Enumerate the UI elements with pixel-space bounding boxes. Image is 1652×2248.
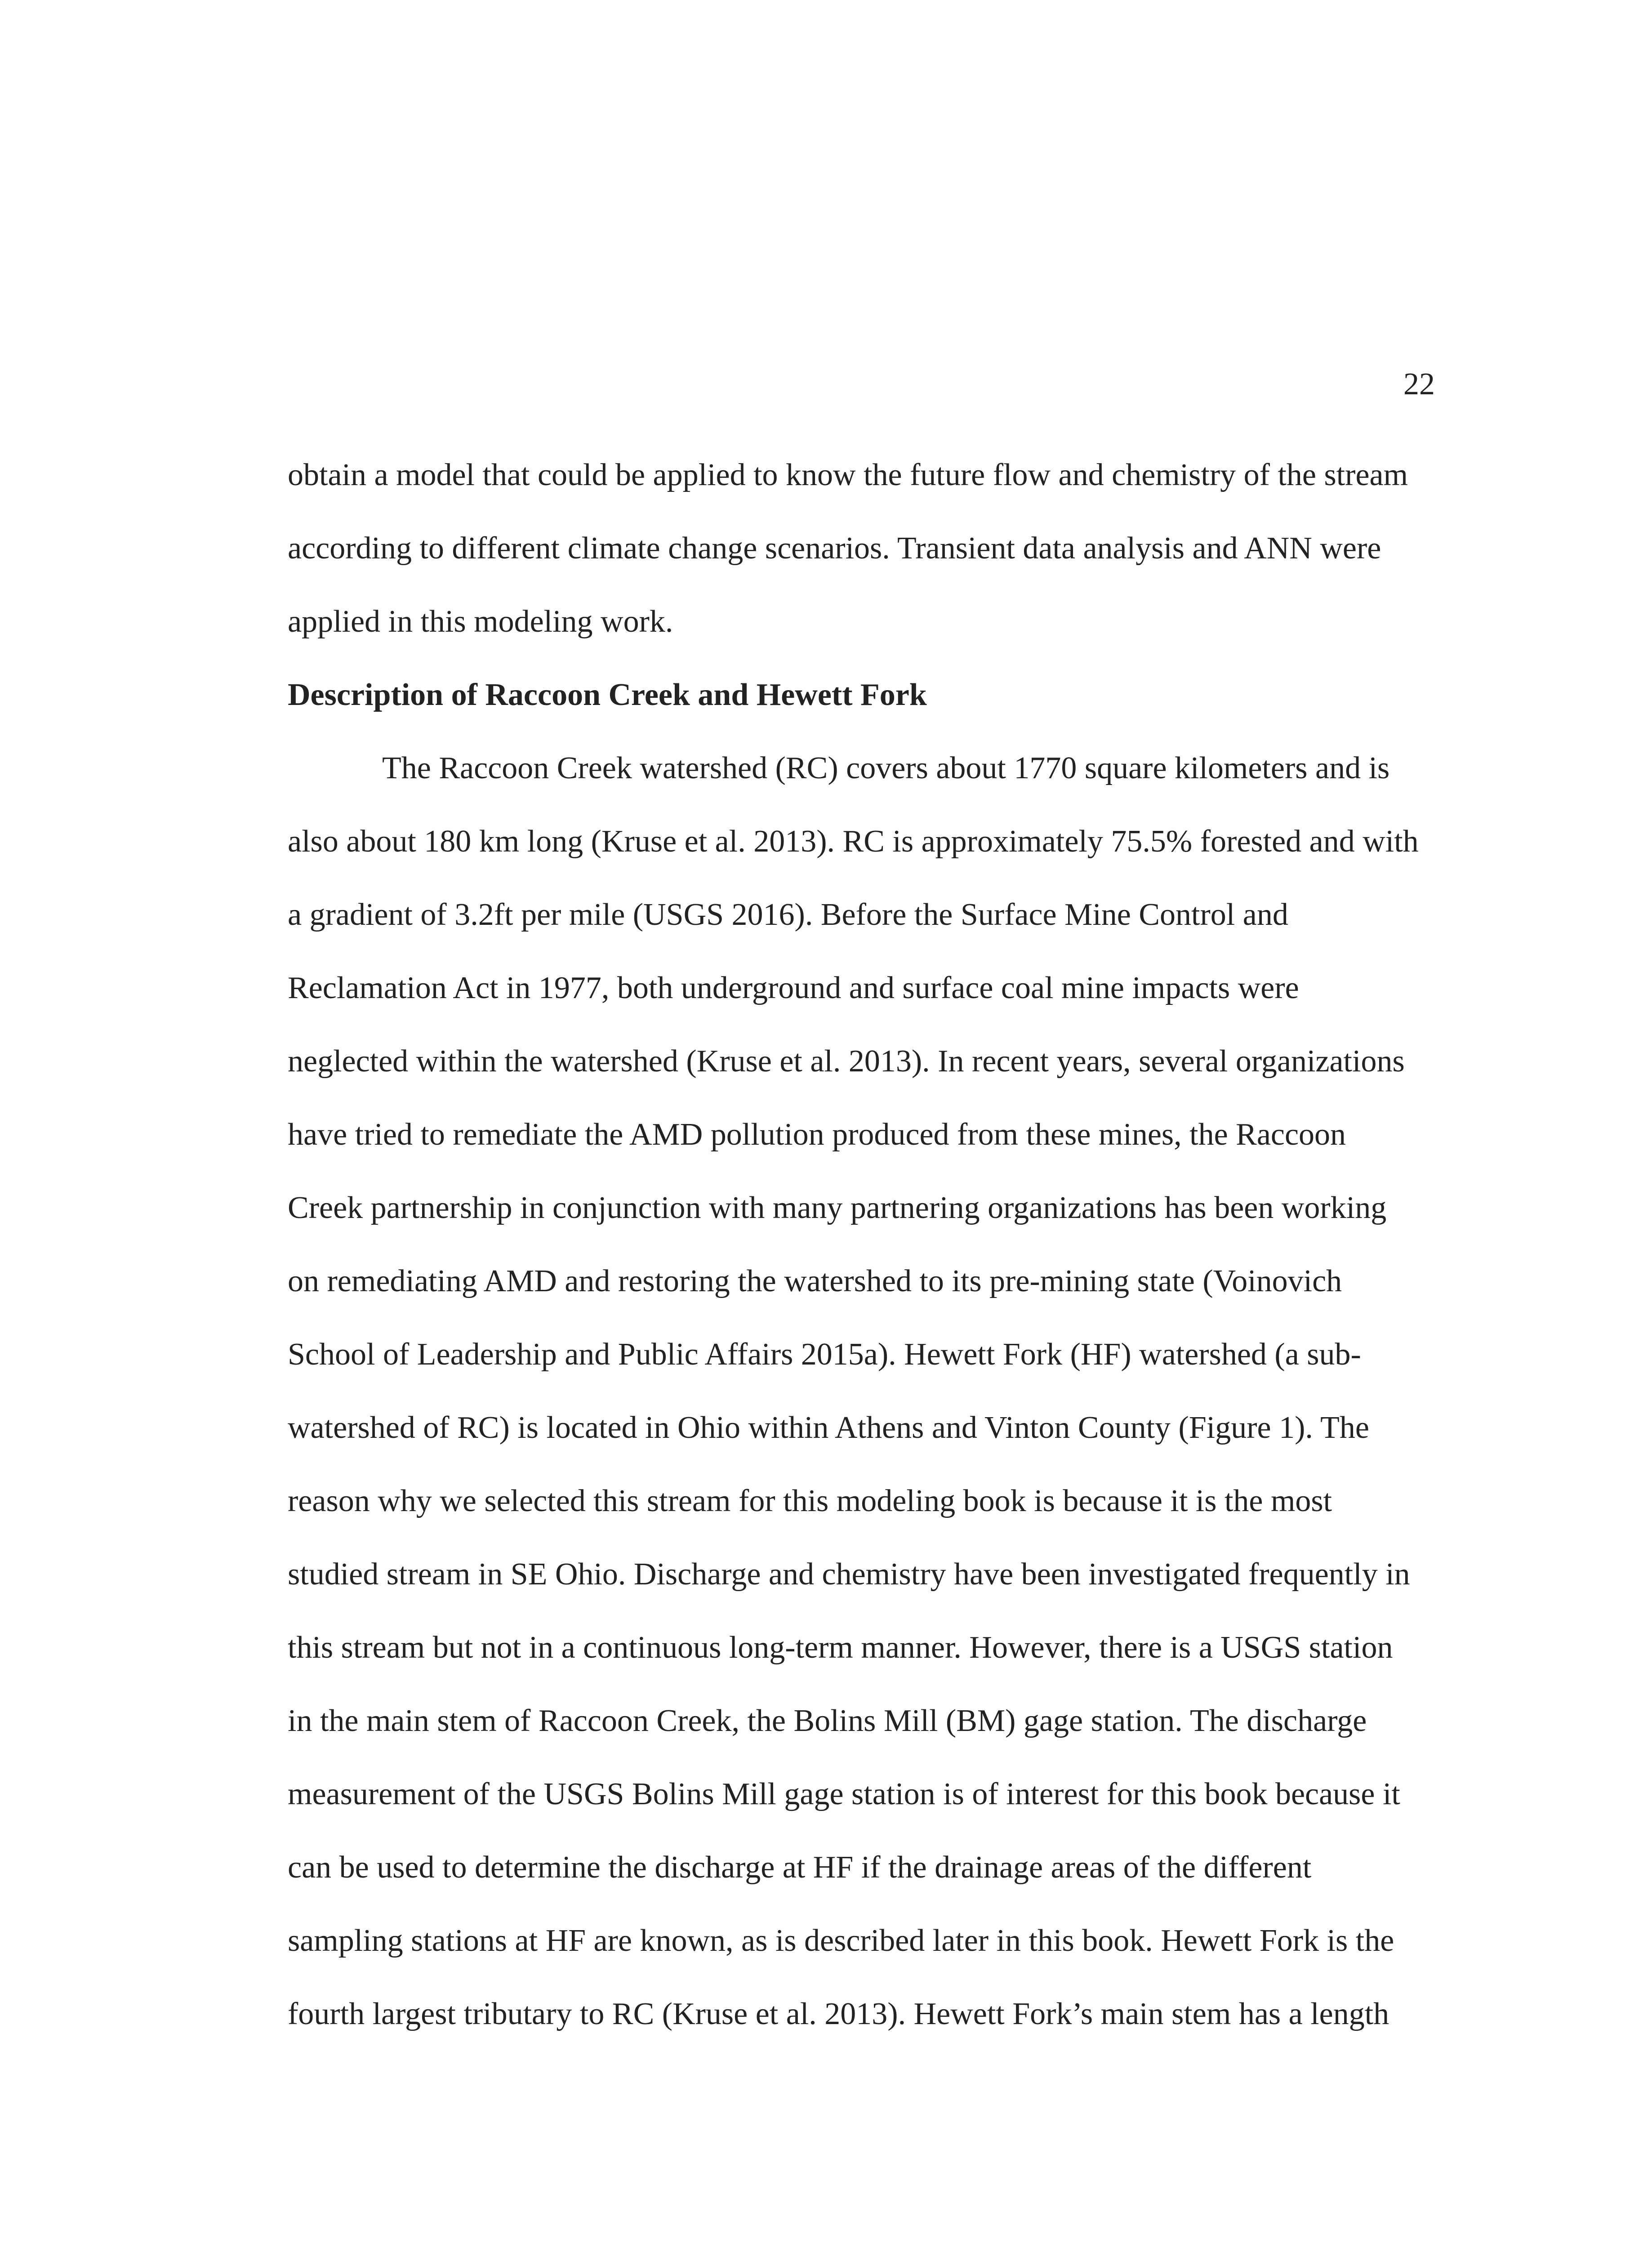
text-line: The Raccoon Creek watershed (RC) covers about 1770 square kilometers and is <box>382 751 1390 785</box>
text-line: on remediating AMD and restoring the watershed to its pre-mining state (Voinovich <box>288 1264 1342 1298</box>
text-line: studied stream in SE Ohio. Discharge and chemistry have been investigated frequently in <box>288 1557 1410 1592</box>
text-line: according to different climate change scenarios. Transient data analysis and ANN were <box>288 531 1381 566</box>
text-line: obtain a model that could be applied to know the future flow and chemistry of the stream <box>288 458 1408 492</box>
text-line: neglected within the watershed (Kruse et al. 2013). In recent years, several organizations <box>288 1044 1405 1079</box>
body-text <box>288 438 1438 2051</box>
text-line: applied in this modeling work. <box>288 604 673 639</box>
text-line: can be used to determine the discharge at HF if the drainage areas of the different <box>288 1850 1312 1885</box>
text-line: School of Leadership and Public Affairs 2015a). Hewett Fork (HF) watershed (a sub- <box>288 1337 1361 1372</box>
text-line: Creek partnership in conjunction with many partnering organizations has been working <box>288 1191 1387 1225</box>
section-heading: Description of Raccoon Creek and Hewett Fork <box>288 678 927 712</box>
text-line: sampling stations at HF are known, as is described later in this book. Hewett Fork is the <box>288 1923 1394 1958</box>
text-line: reason why we selected this stream for this modeling book is because it is the most <box>288 1484 1332 1518</box>
text-line: have tried to remediate the AMD pollution produced from these mines, the Raccoon <box>288 1117 1346 1152</box>
text-line: also about 180 km long (Kruse et al. 2013). RC is approximately 75.5% forested and with <box>288 824 1419 859</box>
text-line: fourth largest tributary to RC (Kruse et al. 2013). Hewett Fork’s main stem has a length <box>288 1997 1389 2031</box>
text-line: this stream but not in a continuous long-term manner. However, there is a USGS station <box>288 1630 1393 1665</box>
text-line: a gradient of 3.2ft per mile (USGS 2016). Before the Surface Mine Control and <box>288 897 1288 932</box>
text-line: measurement of the USGS Bolins Mill gage station is of interest for this book because it <box>288 1777 1400 1811</box>
text-line: in the main stem of Raccoon Creek, the Bolins Mill (BM) gage station. The discharge <box>288 1704 1367 1738</box>
page-number: 22 <box>1403 367 1435 401</box>
text-line: Reclamation Act in 1977, both underground and surface coal mine impacts were <box>288 971 1299 1005</box>
text-line: watershed of RC) is located in Ohio within Athens and Vinton County (Figure 1). The <box>288 1410 1369 1445</box>
